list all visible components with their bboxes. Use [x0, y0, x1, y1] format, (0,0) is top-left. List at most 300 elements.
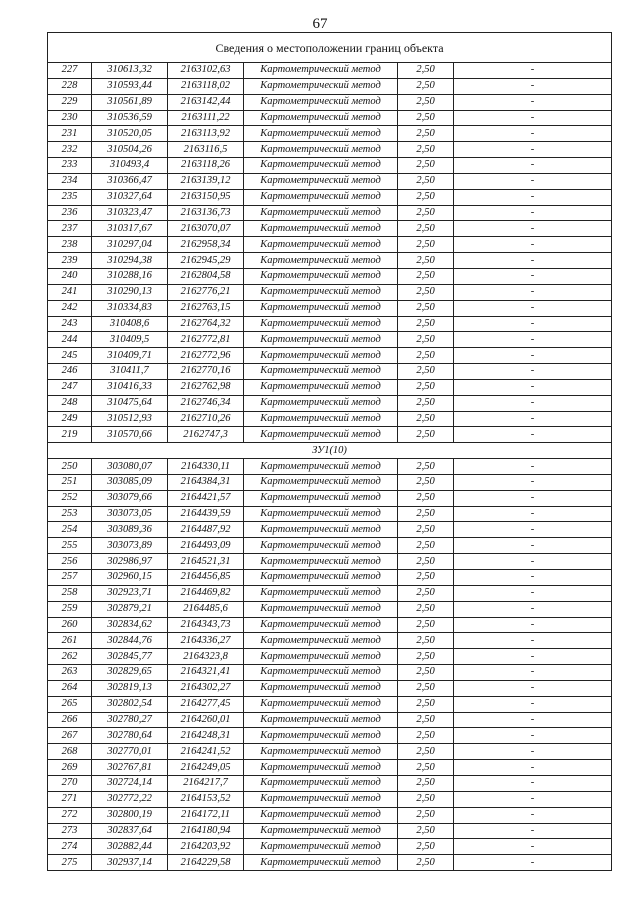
accuracy-cell: 2,50: [398, 395, 454, 411]
method-cell: Картометрический метод: [244, 63, 398, 79]
accuracy-cell: 2,50: [398, 316, 454, 332]
method-cell: Картометрический метод: [244, 94, 398, 110]
accuracy-cell: 2,50: [398, 538, 454, 554]
x-coordinate-cell: 310290,13: [92, 284, 168, 300]
method-cell: Картометрический метод: [244, 221, 398, 237]
accuracy-cell: 2,50: [398, 158, 454, 174]
x-coordinate-cell: 302780,64: [92, 728, 168, 744]
note-cell: -: [454, 379, 612, 395]
table-row: [48, 364, 612, 380]
note-cell: -: [454, 110, 612, 126]
point-number-cell: 236: [48, 205, 92, 221]
x-coordinate-cell: 302780,27: [92, 712, 168, 728]
y-coordinate-cell: 2164421,57: [168, 490, 244, 506]
note-cell: -: [454, 490, 612, 506]
y-coordinate-cell: 2164456,85: [168, 570, 244, 586]
point-number-cell: 254: [48, 522, 92, 538]
method-cell: Картометрический метод: [244, 585, 398, 601]
table-row: [48, 379, 612, 395]
note-cell: -: [454, 189, 612, 205]
section-header-row: [48, 443, 612, 459]
point-number-cell: 240: [48, 268, 92, 284]
x-coordinate-cell: 302772,22: [92, 791, 168, 807]
point-number-cell: 257: [48, 570, 92, 586]
note-cell: -: [454, 522, 612, 538]
method-cell: Картометрический метод: [244, 760, 398, 776]
accuracy-cell: 2,50: [398, 253, 454, 269]
x-coordinate-cell: 310561,89: [92, 94, 168, 110]
note-cell: -: [454, 633, 612, 649]
y-coordinate-cell: 2162770,16: [168, 364, 244, 380]
point-number-cell: 237: [48, 221, 92, 237]
note-cell: -: [454, 411, 612, 427]
note-cell: -: [454, 712, 612, 728]
note-cell: -: [454, 237, 612, 253]
accuracy-cell: 2,50: [398, 110, 454, 126]
point-number-cell: 249: [48, 411, 92, 427]
y-coordinate-cell: 2163113,92: [168, 126, 244, 142]
y-coordinate-cell: 2162762,98: [168, 379, 244, 395]
point-number-cell: 231: [48, 126, 92, 142]
method-cell: Картометрический метод: [244, 855, 398, 871]
method-cell: Картометрический метод: [244, 332, 398, 348]
accuracy-cell: 2,50: [398, 807, 454, 823]
x-coordinate-cell: 310408,6: [92, 316, 168, 332]
table-row: [48, 712, 612, 728]
accuracy-cell: 2,50: [398, 126, 454, 142]
accuracy-cell: 2,50: [398, 189, 454, 205]
point-number-cell: 251: [48, 474, 92, 490]
point-number-cell: 259: [48, 601, 92, 617]
x-coordinate-cell: 302767,81: [92, 760, 168, 776]
point-number-cell: 252: [48, 490, 92, 506]
y-coordinate-cell: 2162776,21: [168, 284, 244, 300]
table-row: [48, 775, 612, 791]
y-coordinate-cell: 2162747,3: [168, 427, 244, 443]
accuracy-cell: 2,50: [398, 459, 454, 475]
x-coordinate-cell: 310327,64: [92, 189, 168, 205]
accuracy-cell: 2,50: [398, 760, 454, 776]
method-cell: Картометрический метод: [244, 316, 398, 332]
point-number-cell: 267: [48, 728, 92, 744]
table-row: [48, 459, 612, 475]
accuracy-cell: 2,50: [398, 94, 454, 110]
point-number-cell: 261: [48, 633, 92, 649]
y-coordinate-cell: 2162763,15: [168, 300, 244, 316]
x-coordinate-cell: 310570,66: [92, 427, 168, 443]
y-coordinate-cell: 2162958,34: [168, 237, 244, 253]
table-row: [48, 348, 612, 364]
x-coordinate-cell: 303085,09: [92, 474, 168, 490]
method-cell: Картометрический метод: [244, 300, 398, 316]
table-row: [48, 855, 612, 871]
method-cell: Картометрический метод: [244, 570, 398, 586]
table-row: [48, 474, 612, 490]
accuracy-cell: 2,50: [398, 601, 454, 617]
x-coordinate-cell: 310475,64: [92, 395, 168, 411]
accuracy-cell: 2,50: [398, 744, 454, 760]
table-row: [48, 63, 612, 79]
point-number-cell: 258: [48, 585, 92, 601]
table-row: [48, 221, 612, 237]
method-cell: Картометрический метод: [244, 142, 398, 158]
note-cell: -: [454, 63, 612, 79]
y-coordinate-cell: 2164249,05: [168, 760, 244, 776]
accuracy-cell: 2,50: [398, 221, 454, 237]
x-coordinate-cell: 303073,05: [92, 506, 168, 522]
y-coordinate-cell: 2162764,32: [168, 316, 244, 332]
y-coordinate-cell: 2164260,01: [168, 712, 244, 728]
y-coordinate-cell: 2164241,52: [168, 744, 244, 760]
note-cell: -: [454, 554, 612, 570]
note-cell: -: [454, 332, 612, 348]
table-row: [48, 807, 612, 823]
x-coordinate-cell: 310288,16: [92, 268, 168, 284]
x-coordinate-cell: 302819,13: [92, 680, 168, 696]
method-cell: Картометрический метод: [244, 633, 398, 649]
y-coordinate-cell: 2164217,7: [168, 775, 244, 791]
point-number-cell: 274: [48, 839, 92, 855]
point-number-cell: 266: [48, 712, 92, 728]
method-cell: Картометрический метод: [244, 126, 398, 142]
table-row: [48, 570, 612, 586]
method-cell: Картометрический метод: [244, 506, 398, 522]
table-row: [48, 78, 612, 94]
point-number-cell: 242: [48, 300, 92, 316]
point-number-cell: 245: [48, 348, 92, 364]
method-cell: Картометрический метод: [244, 173, 398, 189]
point-number-cell: 256: [48, 554, 92, 570]
x-coordinate-cell: 310504,26: [92, 142, 168, 158]
table-row: [48, 760, 612, 776]
point-number-cell: 271: [48, 791, 92, 807]
note-cell: -: [454, 268, 612, 284]
point-number-cell: 262: [48, 649, 92, 665]
x-coordinate-cell: 302986,97: [92, 554, 168, 570]
x-coordinate-cell: 303079,66: [92, 490, 168, 506]
table-title: Сведения о местоположении границ объекта: [48, 33, 612, 63]
accuracy-cell: 2,50: [398, 823, 454, 839]
method-cell: Картометрический метод: [244, 696, 398, 712]
point-number-cell: 270: [48, 775, 92, 791]
method-cell: Картометрический метод: [244, 522, 398, 538]
x-coordinate-cell: 310416,33: [92, 379, 168, 395]
point-number-cell: 269: [48, 760, 92, 776]
x-coordinate-cell: 303080,07: [92, 459, 168, 475]
x-coordinate-cell: 302829,65: [92, 665, 168, 681]
y-coordinate-cell: 2164323,8: [168, 649, 244, 665]
table-row: [48, 839, 612, 855]
method-cell: Картометрический метод: [244, 395, 398, 411]
point-number-cell: 263: [48, 665, 92, 681]
x-coordinate-cell: 310409,5: [92, 332, 168, 348]
y-coordinate-cell: 2164336,27: [168, 633, 244, 649]
y-coordinate-cell: 2164172,11: [168, 807, 244, 823]
y-coordinate-cell: 2164180,94: [168, 823, 244, 839]
y-coordinate-cell: 2164521,31: [168, 554, 244, 570]
method-cell: Картометрический метод: [244, 379, 398, 395]
point-number-cell: 228: [48, 78, 92, 94]
note-cell: -: [454, 316, 612, 332]
x-coordinate-cell: 302937,14: [92, 855, 168, 871]
y-coordinate-cell: 2163118,02: [168, 78, 244, 94]
method-cell: Картометрический метод: [244, 411, 398, 427]
accuracy-cell: 2,50: [398, 411, 454, 427]
method-cell: Картометрический метод: [244, 253, 398, 269]
note-cell: -: [454, 823, 612, 839]
accuracy-cell: 2,50: [398, 427, 454, 443]
accuracy-cell: 2,50: [398, 205, 454, 221]
point-number-cell: 265: [48, 696, 92, 712]
y-coordinate-cell: 2164469,82: [168, 585, 244, 601]
point-number-cell: 246: [48, 364, 92, 380]
note-cell: -: [454, 744, 612, 760]
note-cell: -: [454, 300, 612, 316]
table-title-row: [48, 33, 612, 63]
accuracy-cell: 2,50: [398, 696, 454, 712]
y-coordinate-cell: 2164487,92: [168, 522, 244, 538]
method-cell: Картометрический метод: [244, 617, 398, 633]
method-cell: Картометрический метод: [244, 205, 398, 221]
accuracy-cell: 2,50: [398, 78, 454, 94]
note-cell: -: [454, 348, 612, 364]
accuracy-cell: 2,50: [398, 791, 454, 807]
method-cell: Картометрический метод: [244, 728, 398, 744]
y-coordinate-cell: 2162804,58: [168, 268, 244, 284]
page-number: 67: [312, 16, 328, 32]
x-coordinate-cell: 310411,7: [92, 364, 168, 380]
y-coordinate-cell: 2164277,45: [168, 696, 244, 712]
accuracy-cell: 2,50: [398, 332, 454, 348]
note-cell: -: [454, 791, 612, 807]
y-coordinate-cell: 2163111,22: [168, 110, 244, 126]
y-coordinate-cell: 2164330,11: [168, 459, 244, 475]
note-cell: -: [454, 585, 612, 601]
table-row: [48, 554, 612, 570]
accuracy-cell: 2,50: [398, 379, 454, 395]
y-coordinate-cell: 2163136,73: [168, 205, 244, 221]
y-coordinate-cell: 2163116,5: [168, 142, 244, 158]
accuracy-cell: 2,50: [398, 522, 454, 538]
note-cell: -: [454, 760, 612, 776]
x-coordinate-cell: 310366,47: [92, 173, 168, 189]
table-row: [48, 538, 612, 554]
y-coordinate-cell: 2164229,58: [168, 855, 244, 871]
note-cell: -: [454, 601, 612, 617]
point-number-cell: 239: [48, 253, 92, 269]
method-cell: Картометрический метод: [244, 284, 398, 300]
table-row: [48, 665, 612, 681]
point-number-cell: 230: [48, 110, 92, 126]
note-cell: -: [454, 570, 612, 586]
method-cell: Картометрический метод: [244, 459, 398, 475]
table-row: [48, 585, 612, 601]
method-cell: Картометрический метод: [244, 268, 398, 284]
x-coordinate-cell: 310294,38: [92, 253, 168, 269]
y-coordinate-cell: 2164384,31: [168, 474, 244, 490]
note-cell: -: [454, 696, 612, 712]
accuracy-cell: 2,50: [398, 554, 454, 570]
x-coordinate-cell: 302834,62: [92, 617, 168, 633]
note-cell: -: [454, 459, 612, 475]
point-number-cell: 260: [48, 617, 92, 633]
note-cell: -: [454, 474, 612, 490]
point-number-cell: 227: [48, 63, 92, 79]
note-cell: -: [454, 665, 612, 681]
note-cell: -: [454, 253, 612, 269]
accuracy-cell: 2,50: [398, 142, 454, 158]
table-row: [48, 522, 612, 538]
table-row: [48, 744, 612, 760]
accuracy-cell: 2,50: [398, 775, 454, 791]
note-cell: -: [454, 506, 612, 522]
note-cell: -: [454, 807, 612, 823]
note-cell: -: [454, 538, 612, 554]
note-cell: -: [454, 126, 612, 142]
x-coordinate-cell: 302845,77: [92, 649, 168, 665]
table-row: [48, 189, 612, 205]
x-coordinate-cell: 310409,71: [92, 348, 168, 364]
y-coordinate-cell: 2162710,26: [168, 411, 244, 427]
accuracy-cell: 2,50: [398, 649, 454, 665]
note-cell: -: [454, 728, 612, 744]
point-number-cell: 247: [48, 379, 92, 395]
x-coordinate-cell: 302844,76: [92, 633, 168, 649]
point-number-cell: 272: [48, 807, 92, 823]
accuracy-cell: 2,50: [398, 348, 454, 364]
point-number-cell: 275: [48, 855, 92, 871]
method-cell: Картометрический метод: [244, 649, 398, 665]
table-row: [48, 300, 612, 316]
table-row: [48, 173, 612, 189]
x-coordinate-cell: 310593,44: [92, 78, 168, 94]
x-coordinate-cell: 310493,4: [92, 158, 168, 174]
point-number-cell: 273: [48, 823, 92, 839]
accuracy-cell: 2,50: [398, 364, 454, 380]
y-coordinate-cell: 2164343,73: [168, 617, 244, 633]
method-cell: Картометрический метод: [244, 775, 398, 791]
note-cell: -: [454, 617, 612, 633]
point-number-cell: 229: [48, 94, 92, 110]
accuracy-cell: 2,50: [398, 173, 454, 189]
accuracy-cell: 2,50: [398, 680, 454, 696]
method-cell: Картометрический метод: [244, 665, 398, 681]
y-coordinate-cell: 2164302,27: [168, 680, 244, 696]
table-row: [48, 268, 612, 284]
point-number-cell: 248: [48, 395, 92, 411]
y-coordinate-cell: 2163150,95: [168, 189, 244, 205]
table-row: [48, 253, 612, 269]
note-cell: -: [454, 173, 612, 189]
point-number-cell: 238: [48, 237, 92, 253]
method-cell: Картометрический метод: [244, 490, 398, 506]
x-coordinate-cell: 302879,21: [92, 601, 168, 617]
method-cell: Картометрический метод: [244, 189, 398, 205]
note-cell: -: [454, 395, 612, 411]
note-cell: -: [454, 94, 612, 110]
method-cell: Картометрический метод: [244, 427, 398, 443]
note-cell: -: [454, 205, 612, 221]
table-row: [48, 284, 612, 300]
table-row: [48, 237, 612, 253]
accuracy-cell: 2,50: [398, 665, 454, 681]
table-row: [48, 633, 612, 649]
point-number-cell: 253: [48, 506, 92, 522]
y-coordinate-cell: 2164203,92: [168, 839, 244, 855]
table-row: [48, 728, 612, 744]
y-coordinate-cell: 2162772,81: [168, 332, 244, 348]
table-row: [48, 617, 612, 633]
x-coordinate-cell: 302770,01: [92, 744, 168, 760]
x-coordinate-cell: 310512,93: [92, 411, 168, 427]
accuracy-cell: 2,50: [398, 506, 454, 522]
x-coordinate-cell: 303073,89: [92, 538, 168, 554]
note-cell: -: [454, 775, 612, 791]
method-cell: Картометрический метод: [244, 744, 398, 760]
note-cell: -: [454, 649, 612, 665]
table-row: [48, 490, 612, 506]
note-cell: -: [454, 839, 612, 855]
table-row: [48, 126, 612, 142]
table-row: [48, 649, 612, 665]
method-cell: Картометрический метод: [244, 158, 398, 174]
table-row: [48, 791, 612, 807]
table-row: [48, 332, 612, 348]
point-number-cell: 243: [48, 316, 92, 332]
point-number-cell: 232: [48, 142, 92, 158]
method-cell: Картометрический метод: [244, 538, 398, 554]
point-number-cell: 250: [48, 459, 92, 475]
method-cell: Картометрический метод: [244, 237, 398, 253]
point-number-cell: 241: [48, 284, 92, 300]
accuracy-cell: 2,50: [398, 633, 454, 649]
y-coordinate-cell: 2162945,29: [168, 253, 244, 269]
y-coordinate-cell: 2163070,07: [168, 221, 244, 237]
method-cell: Картометрический метод: [244, 110, 398, 126]
method-cell: Картометрический метод: [244, 839, 398, 855]
method-cell: Картометрический метод: [244, 807, 398, 823]
x-coordinate-cell: 303089,36: [92, 522, 168, 538]
table-row: [48, 823, 612, 839]
point-number-cell: 219: [48, 427, 92, 443]
note-cell: -: [454, 680, 612, 696]
table-row: [48, 411, 612, 427]
y-coordinate-cell: 2163118,26: [168, 158, 244, 174]
table-row: [48, 395, 612, 411]
note-cell: -: [454, 284, 612, 300]
x-coordinate-cell: 302960,15: [92, 570, 168, 586]
table-row: [48, 94, 612, 110]
accuracy-cell: 2,50: [398, 728, 454, 744]
accuracy-cell: 2,50: [398, 712, 454, 728]
y-coordinate-cell: 2162746,34: [168, 395, 244, 411]
table-row: [48, 142, 612, 158]
x-coordinate-cell: 310613,32: [92, 63, 168, 79]
accuracy-cell: 2,50: [398, 474, 454, 490]
accuracy-cell: 2,50: [398, 268, 454, 284]
table-row: [48, 158, 612, 174]
y-coordinate-cell: 2163142,44: [168, 94, 244, 110]
method-cell: Картометрический метод: [244, 601, 398, 617]
note-cell: -: [454, 142, 612, 158]
accuracy-cell: 2,50: [398, 284, 454, 300]
method-cell: Картометрический метод: [244, 78, 398, 94]
table-row: [48, 506, 612, 522]
point-number-cell: 255: [48, 538, 92, 554]
y-coordinate-cell: 2164321,41: [168, 665, 244, 681]
point-number-cell: 233: [48, 158, 92, 174]
x-coordinate-cell: 310317,67: [92, 221, 168, 237]
